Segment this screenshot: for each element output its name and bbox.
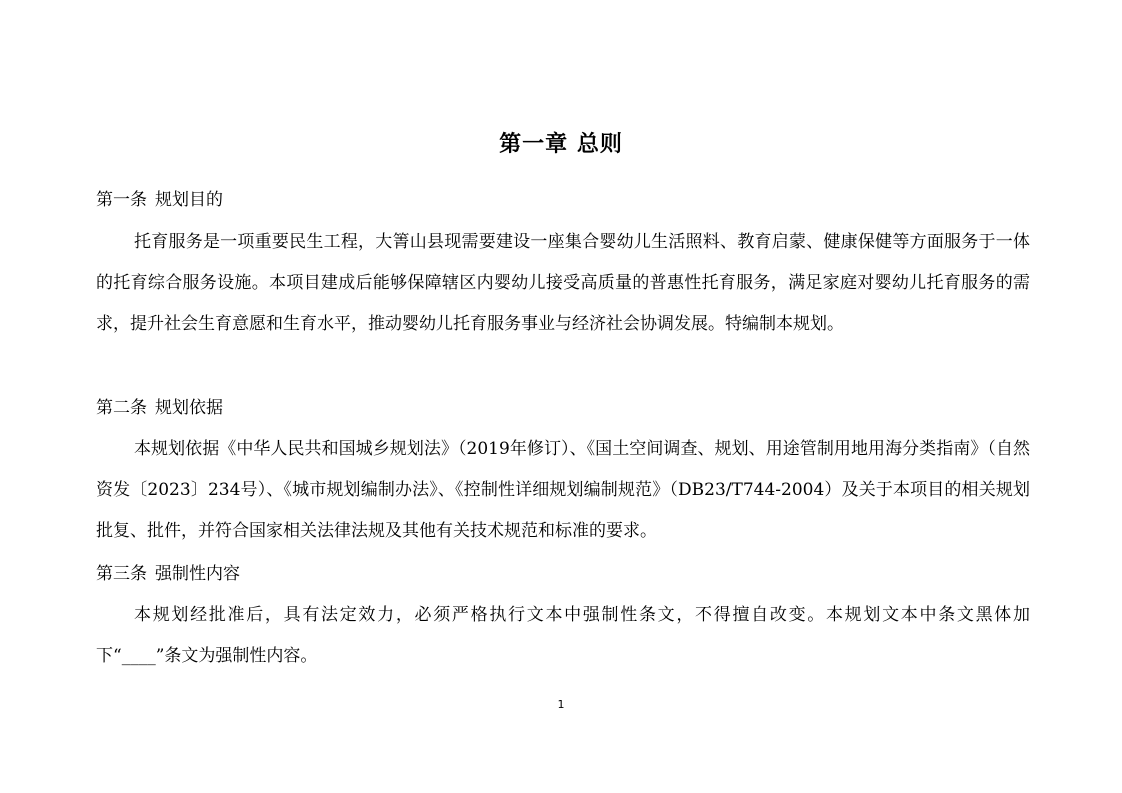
- section-title: 规划目的: [155, 190, 223, 210]
- section-number: 第一条: [96, 190, 147, 210]
- section-heading-2: [96, 396, 223, 420]
- section-body-1: 托育服务是一项重要民生工程，大箐山县现需要建设一座集合婴幼儿生活照料、教育启蒙、健康保健等方面服务于一体的托育综合服务设施。本项目建成后能够保障辖区内婴幼儿接受高质量的普惠性托育服务，满足家庭对婴幼儿托育服务的需求，提升社会生育意愿和生育水平，推动婴幼儿托育服务事业与经济社会协调发展。特编制本规划。: [96, 232, 1030, 334]
- section-title: 规划依据: [155, 398, 223, 418]
- section-number: 第三条: [96, 564, 147, 584]
- section-heading-3: [96, 562, 240, 586]
- section-body-3: 本规划经批准后，具有法定效力，必须严格执行文本中强制性条文，不得擅自改变。本规划文本中条文黑体加下“____”条文为强制性内容。: [96, 605, 1030, 666]
- section-title: 强制性内容: [155, 564, 240, 584]
- section-number: 第二条: [96, 398, 147, 418]
- page-number: 1: [557, 698, 565, 711]
- section-heading-1: [96, 188, 223, 212]
- chapter-title: 第一章 总则: [499, 132, 623, 157]
- section-body-2: 本规划依据《中华人民共和国城乡规划法》（2019年修订）、《国土空间调查、规划、用途管制用地用海分类指南》（自然资发〔2023〕234号）、《城市规划编制办法》、《控制性详细规划编制规范》（DB23/T744-2004）及关于本项目的相关规划批复、批件，并符合国家相关法律法规及其他有关技术规范和标准的要求。: [96, 439, 1030, 541]
